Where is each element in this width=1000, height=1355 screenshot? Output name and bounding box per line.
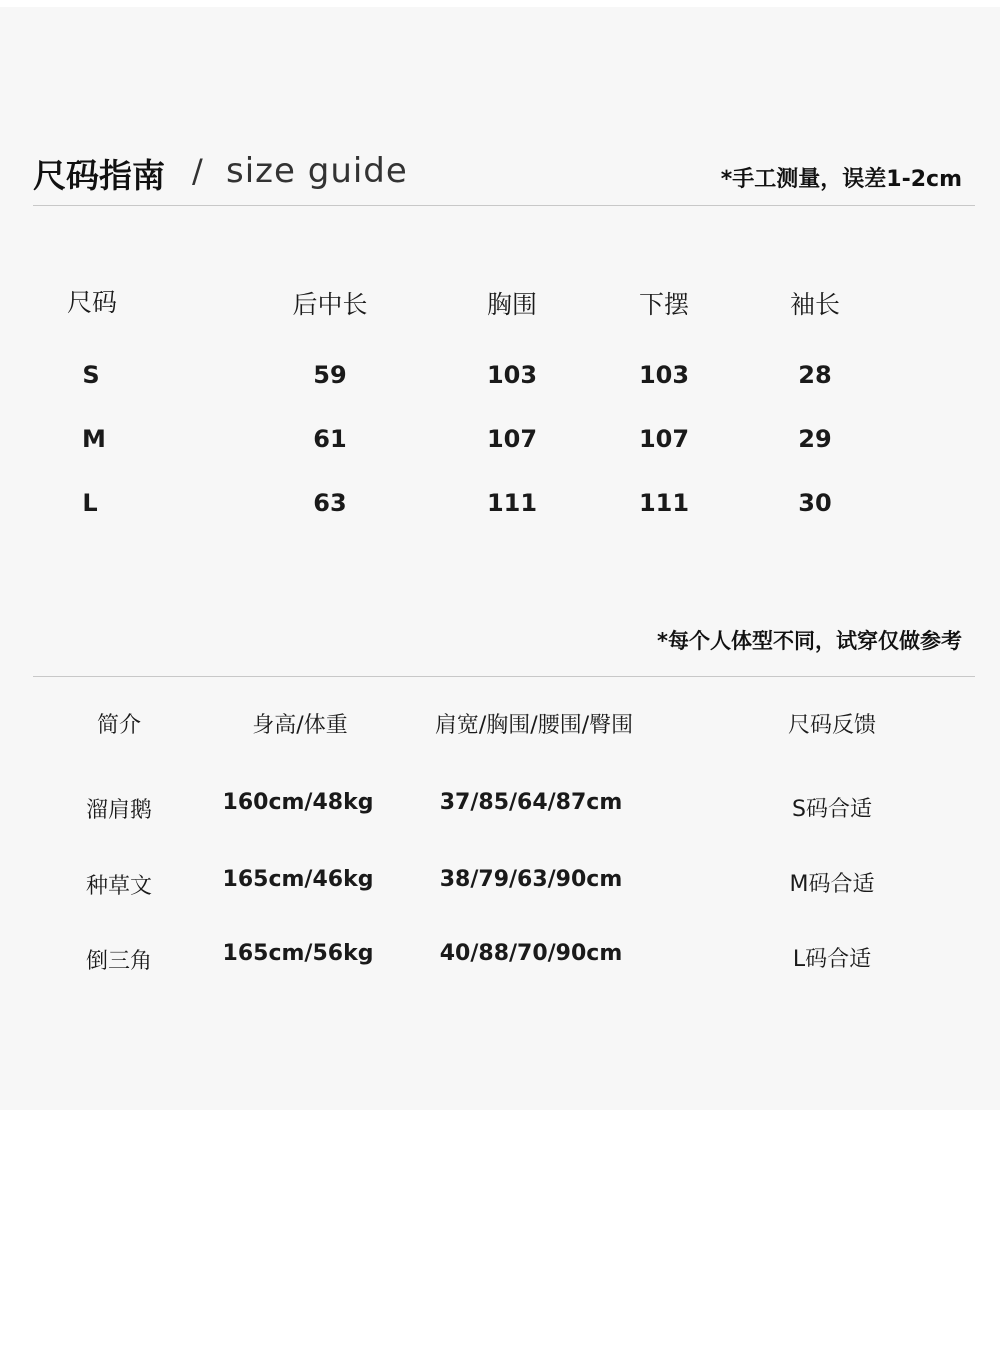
size-label: S [82,361,100,389]
col-header-profile: 简介 [96,713,142,738]
height-weight-value: 160cm/48kg [222,790,374,815]
size-feedback-value: M码合适 [789,872,875,897]
height-weight-value: 165cm/56kg [222,941,374,966]
col-header-bust: 胸围 [486,290,538,319]
title-separator: / [192,152,203,190]
page-subtitle: size guide [226,151,408,191]
col-header-height-weight: 身高/体重 [252,713,348,738]
page-title: 尺码指南 [33,156,165,195]
divider-bottom [33,676,975,677]
col-header-body-measurements: 肩宽/胸围/腰围/臀围 [434,713,634,738]
sleeve-value: 28 [798,361,832,389]
col-header-size-feedback: 尺码反馈 [787,713,877,738]
back-length-value: 63 [313,489,347,517]
bust-value: 107 [486,425,538,453]
size-label: L [82,489,98,517]
profile-name: 倒三角 [85,949,153,974]
profile-name: 溜肩鹅 [85,798,153,823]
size-label: M [82,425,106,453]
back-length-value: 59 [313,361,347,389]
hem-value: 103 [638,361,690,389]
back-length-value: 61 [313,425,347,453]
sleeve-value: 29 [798,425,832,453]
hem-value: 107 [638,425,690,453]
body-measurements-value: 38/79/63/90cm [439,867,623,892]
height-weight-value: 165cm/46kg [222,867,374,892]
sleeve-value: 30 [798,489,832,517]
col-header-sleeve: 袖长 [789,290,841,319]
body-measurements-value: 37/85/64/87cm [439,790,623,815]
col-header-back-length: 后中长 [292,290,368,319]
profile-name: 种草文 [85,874,153,899]
divider-top [33,205,975,206]
col-header-hem: 下摆 [638,290,690,319]
size-feedback-value: L码合适 [792,947,872,972]
bust-value: 111 [486,489,538,517]
hem-value: 111 [638,489,690,517]
measurement-note: *手工测量，误差1-2cm [720,167,962,192]
size-feedback-value: S码合适 [792,797,872,822]
col-header-size: 尺码 [66,288,118,317]
bust-value: 103 [486,361,538,389]
body-measurements-value: 40/88/70/90cm [439,941,623,966]
fit-note: *每个人体型不同，试穿仅做参考 [657,629,962,653]
